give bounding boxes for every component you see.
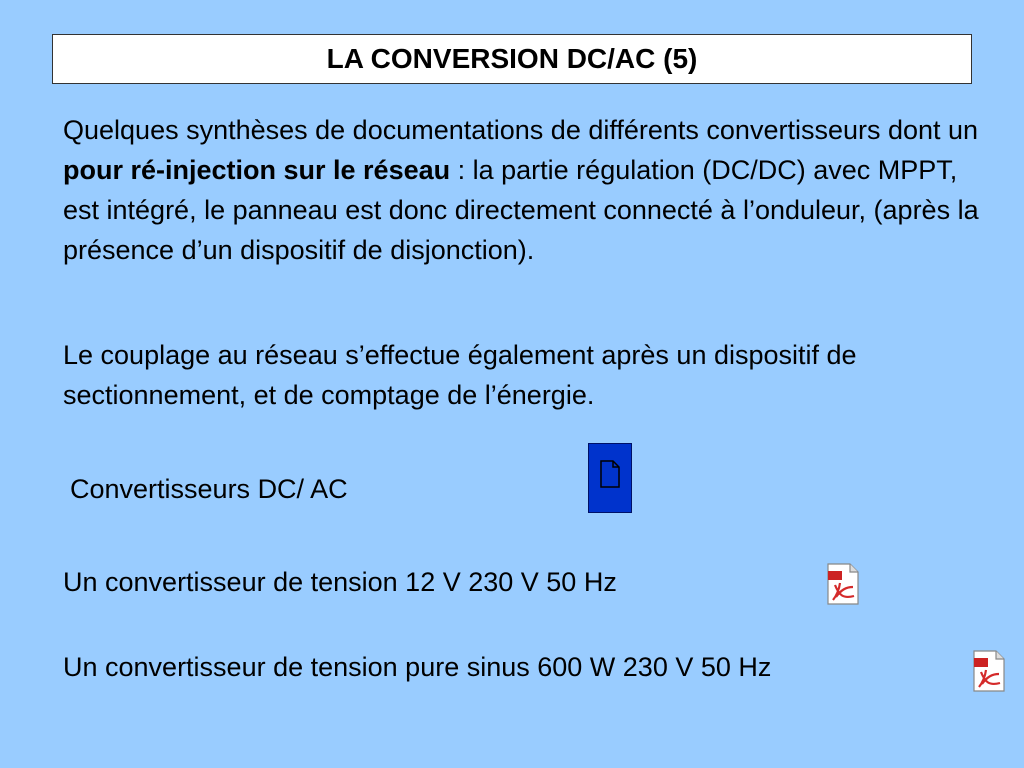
coupling-paragraph: Le couplage au réseau s’effectue également après un dispositif de sectionnement, et de comptage de l’énergie.: [63, 340, 857, 410]
page-title: LA CONVERSION DC/AC (5): [326, 43, 698, 74]
document-icon: [599, 460, 621, 488]
converter-link-12v[interactable]: Un convertisseur de tension 12 V 230 V 50 Hz: [63, 567, 617, 597]
intro-text-start: Quelques synthèses de documentations de différents convertisseurs dont un: [63, 115, 979, 145]
title-box: [52, 34, 972, 84]
intro-text-bold: pour ré-injection sur le réseau: [63, 155, 451, 185]
pdf-icon[interactable]: [826, 563, 860, 605]
intro-paragraph: [63, 110, 983, 270]
pdf-icon[interactable]: [972, 650, 1006, 692]
converters-label: Convertisseurs DC/ AC: [70, 474, 348, 504]
intro-text-end: : la partie régulation (DC/DC) avec MPPT, est intégré, le panneau est donc directement connecté à l’onduleur, (après la présence d’un dispositif de disjonction).: [63, 155, 979, 265]
converter-link-600w[interactable]: Un convertisseur de tension pure sinus 600 W 230 V 50 Hz: [63, 652, 772, 682]
document-link-button[interactable]: [588, 443, 632, 513]
